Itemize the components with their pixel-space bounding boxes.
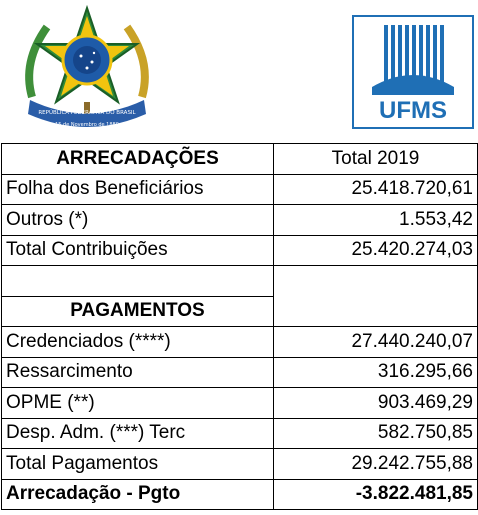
blank-row xyxy=(2,266,478,297)
table-row xyxy=(2,235,478,266)
row-value: 316.295,66 xyxy=(274,357,478,388)
row-label: Folha dos Beneficiários xyxy=(2,174,274,205)
row-value: 25.420.274,03 xyxy=(274,235,478,266)
brasao-ribbon-text: REPÚBLICA FEDERATIVA DO BRASIL xyxy=(38,110,136,116)
table-row xyxy=(2,174,478,205)
blank-value-cell xyxy=(274,296,478,327)
result-label: Arrecadação - Pgto xyxy=(2,479,274,510)
table-row xyxy=(2,357,478,388)
row-label: Total Contribuições xyxy=(2,235,274,266)
total-header: Total 2019 xyxy=(274,144,478,175)
row-label: Total Pagamentos xyxy=(2,449,274,480)
ufms-logo xyxy=(352,15,474,129)
row-value: 903.469,29 xyxy=(274,388,478,419)
pagamentos-header: PAGAMENTOS xyxy=(2,296,274,327)
table-row xyxy=(2,388,478,419)
table-row xyxy=(2,418,478,449)
row-value: 27.440.240,07 xyxy=(274,327,478,358)
row-label: Desp. Adm. (***) Terc xyxy=(2,418,274,449)
result-row xyxy=(2,479,478,510)
row-value: 25.418.720,61 xyxy=(274,174,478,205)
table-header-row xyxy=(2,144,478,175)
logos-area xyxy=(0,0,478,140)
financial-table xyxy=(1,143,478,510)
row-label: Outros (*) xyxy=(2,205,274,236)
row-label: Credenciados (****) xyxy=(2,327,274,358)
blank-value-cell xyxy=(274,266,478,297)
table-row xyxy=(2,205,478,236)
row-value: 582.750,85 xyxy=(274,418,478,449)
row-label: OPME (**) xyxy=(2,388,274,419)
brasao-date-text: 15 de Novembro de 1889 xyxy=(55,122,119,128)
row-value: 1.553,42 xyxy=(274,205,478,236)
arrecadacoes-header: ARRECADAÇÕES xyxy=(2,144,274,175)
row-value: 29.242.755,88 xyxy=(274,449,478,480)
result-value: -3.822.481,85 xyxy=(274,479,478,510)
brazil-coat-of-arms-logo xyxy=(12,2,162,137)
row-label: Ressarcimento xyxy=(2,357,274,388)
pagamentos-header-row xyxy=(2,296,478,327)
ufms-logo-text: UFMS xyxy=(379,97,447,124)
table-row xyxy=(2,449,478,480)
table-row xyxy=(2,327,478,358)
blank-cell xyxy=(2,266,274,297)
